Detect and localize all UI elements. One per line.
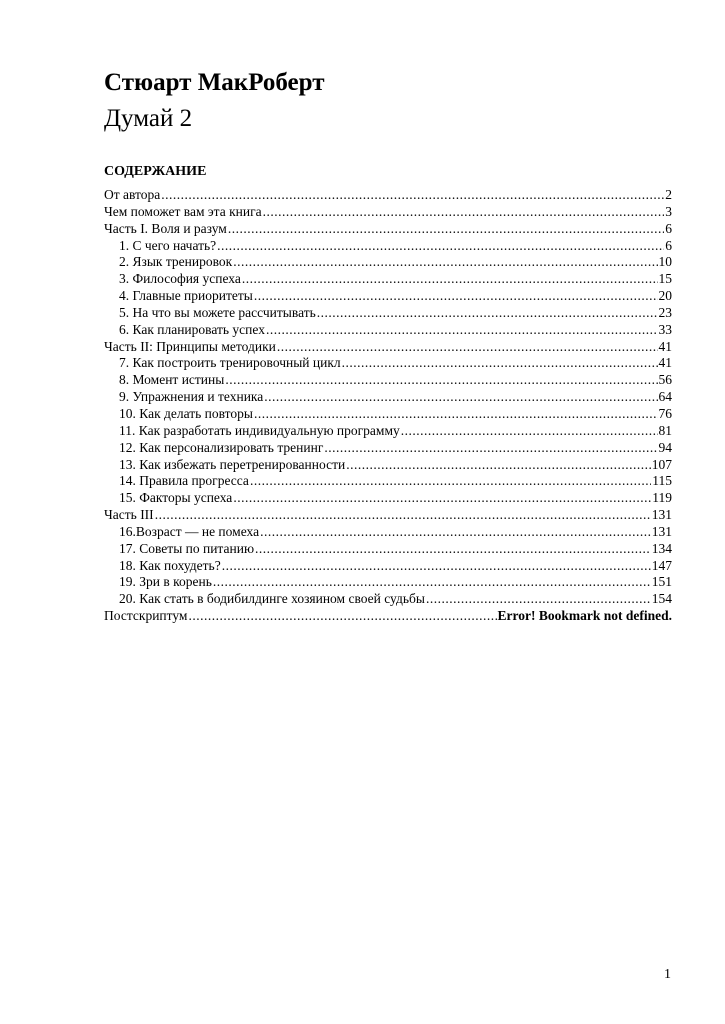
- toc-dot-leader: [346, 457, 651, 474]
- toc-entry-title: 19. Зри в корень: [119, 574, 212, 590]
- toc-entry-title: 17. Советы по питанию: [119, 540, 255, 556]
- toc-heading: СОДЕРЖАНИЕ: [104, 164, 207, 179]
- toc-entry[interactable]: [104, 524, 672, 541]
- toc-dot-leader: [342, 355, 658, 372]
- toc-dot-leader: [225, 372, 657, 389]
- toc-dot-leader: [233, 490, 651, 507]
- toc-entry[interactable]: [104, 591, 672, 608]
- toc-dot-leader: [233, 254, 657, 271]
- toc-entry-title: 10. Как делать повторы: [119, 405, 253, 421]
- toc-entry-page: 41: [658, 355, 672, 371]
- toc-dot-leader: [161, 187, 664, 204]
- toc-entry[interactable]: [104, 254, 672, 271]
- toc-entry[interactable]: [104, 389, 672, 406]
- toc-dot-leader: [426, 591, 651, 608]
- toc-entry-page: 81: [658, 422, 672, 438]
- toc-entry-page: 119: [652, 490, 672, 506]
- toc-entry-page: 107: [651, 456, 672, 472]
- toc-dot-leader: [155, 507, 651, 524]
- toc-entry-title: 8. Момент истины: [119, 372, 225, 388]
- toc-entry-title: Постскриптум: [104, 608, 188, 624]
- toc-dot-leader: [254, 288, 658, 305]
- toc-dot-leader: [324, 440, 657, 457]
- book-title: Думай 2: [104, 105, 193, 132]
- toc-entry-title: От автора: [104, 187, 161, 202]
- toc-entry[interactable]: [104, 238, 672, 255]
- toc-entry-title: 7. Как построить тренировочный цикл: [119, 355, 341, 371]
- toc-entry[interactable]: [104, 355, 672, 372]
- toc-entry-title: 11. Как разработать индивидуальную программу: [119, 422, 400, 438]
- toc-entry[interactable]: [104, 187, 672, 204]
- toc-entry[interactable]: [104, 541, 672, 558]
- toc-dot-leader: [263, 204, 665, 221]
- toc-entry-page: 151: [651, 574, 672, 590]
- toc-entry-page: 41: [658, 338, 672, 354]
- author-name: Стюарт МакРоберт: [104, 69, 325, 96]
- toc-entry-page: 134: [651, 540, 672, 556]
- toc-dot-leader: [255, 541, 651, 558]
- table-of-contents: [104, 187, 672, 625]
- toc-entry-page: 131: [651, 507, 672, 523]
- toc-dot-leader: [266, 322, 658, 339]
- toc-entry[interactable]: [104, 305, 672, 322]
- toc-entry-page: 10: [658, 254, 672, 270]
- toc-dot-leader: [228, 221, 664, 238]
- toc-entry[interactable]: [104, 440, 672, 457]
- toc-dot-leader: [264, 389, 657, 406]
- toc-entry-title: 2. Язык тренировок: [119, 254, 233, 270]
- toc-entry-title: 12. Как персонализировать тренинг: [119, 439, 324, 455]
- toc-entry-title: 14. Правила прогресса: [119, 473, 249, 489]
- toc-dot-leader: [222, 558, 651, 575]
- toc-entry-title: Часть III: [104, 507, 154, 523]
- toc-entry[interactable]: [104, 288, 672, 305]
- toc-dot-leader: [277, 339, 658, 356]
- toc-dot-leader: [213, 574, 651, 591]
- toc-entry-title: 9. Упражнения и техника: [119, 389, 264, 405]
- toc-entry-page: 2: [665, 187, 672, 202]
- toc-dot-leader: [254, 406, 658, 423]
- toc-entry-page: 6: [665, 237, 672, 253]
- toc-entry[interactable]: [104, 490, 672, 507]
- toc-entry-page: 94: [658, 439, 672, 455]
- toc-dot-leader: [260, 524, 651, 541]
- toc-dot-leader: [188, 608, 496, 625]
- toc-entry-title: 3. Философия успеха: [119, 271, 241, 287]
- toc-entry-page: 131: [651, 523, 672, 539]
- toc-dot-leader: [317, 305, 658, 322]
- toc-entry-title: 6. Как планировать успех: [119, 321, 265, 337]
- page-number: 1: [664, 967, 671, 982]
- toc-entry-title: Часть II: Принципы методики: [104, 338, 276, 354]
- toc-dot-leader: [242, 271, 658, 288]
- toc-entry[interactable]: [104, 558, 672, 575]
- toc-entry-page: 23: [658, 304, 672, 320]
- toc-entry-title: Чем поможет вам эта книга: [104, 203, 262, 219]
- toc-entry[interactable]: [104, 221, 672, 238]
- toc-entry-page: 64: [658, 389, 672, 405]
- toc-entry-page: 56: [658, 372, 672, 388]
- toc-entry-title: 18. Как похудеть?: [119, 557, 221, 573]
- toc-entry[interactable]: [104, 271, 672, 288]
- toc-entry[interactable]: [104, 406, 672, 423]
- toc-entry-page: 76: [658, 405, 672, 421]
- toc-entry-page: 20: [658, 288, 672, 304]
- toc-entry[interactable]: [104, 507, 672, 524]
- toc-entry[interactable]: [104, 204, 672, 221]
- toc-entry-title: 15. Факторы успеха: [119, 490, 233, 506]
- toc-entry-title: 13. Как избежать перетренированности: [119, 456, 346, 472]
- toc-entry-page: 15: [658, 271, 672, 287]
- toc-entry[interactable]: [104, 322, 672, 339]
- toc-entry[interactable]: [104, 372, 672, 389]
- toc-entry[interactable]: [104, 423, 672, 440]
- toc-entry-title: 16.Возраст — не помеха: [119, 523, 260, 539]
- toc-entry-page: 3: [665, 203, 672, 219]
- toc-entry-page: 154: [651, 591, 672, 607]
- toc-entry-page: 6: [665, 220, 672, 236]
- toc-entry-title: 5. На что вы можете рассчитывать: [119, 304, 316, 320]
- toc-entry[interactable]: [104, 574, 672, 591]
- toc-entry-title: 1. С чего начать?: [119, 237, 217, 253]
- toc-dot-leader: [250, 473, 651, 490]
- toc-dot-leader: [401, 423, 658, 440]
- toc-entry[interactable]: [104, 608, 672, 625]
- toc-entry[interactable]: [104, 339, 672, 356]
- toc-entry-title: Часть I. Воля и разум: [104, 220, 227, 236]
- toc-entry-page: 115: [652, 473, 672, 489]
- toc-entry-page: 147: [651, 557, 672, 573]
- toc-dot-leader: [217, 238, 664, 255]
- toc-entry-page: 33: [658, 321, 672, 337]
- toc-entry-title: 4. Главные приоритеты: [119, 288, 253, 304]
- toc-entry[interactable]: [104, 473, 672, 490]
- toc-entry-page: Error! Bookmark not defined.: [497, 608, 672, 624]
- toc-entry[interactable]: [104, 457, 672, 474]
- toc-entry-title: 20. Как стать в бодибилдинге хозяином своей судьбы: [119, 591, 425, 607]
